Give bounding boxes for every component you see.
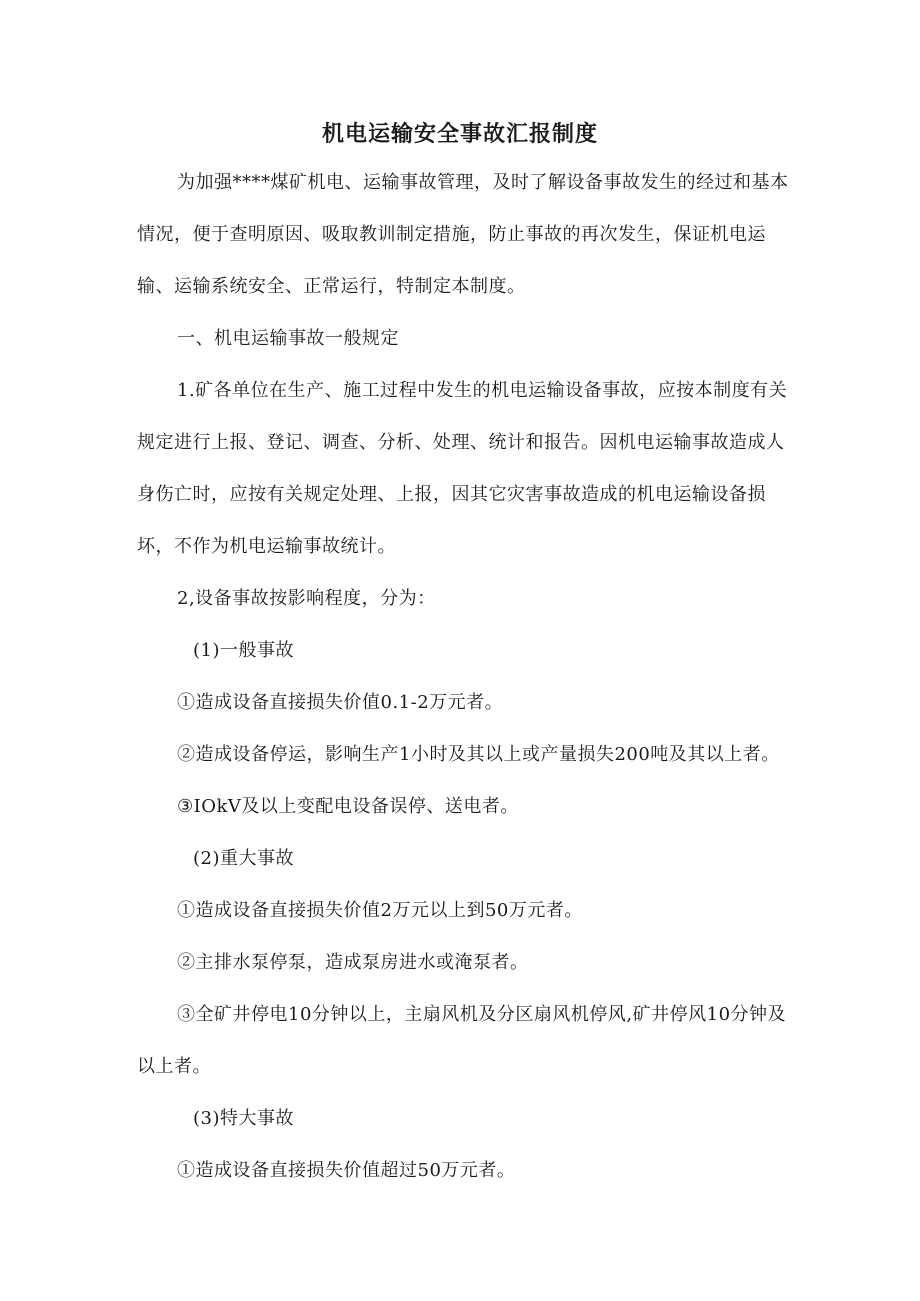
section-heading-general-rules: 一、机电运输事故一般规定 bbox=[177, 328, 399, 349]
list-item: ①造成设备直接损失价值超过50万元者。 bbox=[177, 1160, 516, 1181]
list-item: ①造成设备直接损失价值2万元以上到50万元者。 bbox=[177, 900, 583, 921]
list-item: ③全矿井停电10分钟以上，主扇风机及分区扇风机停风,矿井停风10分钟及以上者。 bbox=[137, 1004, 787, 1077]
document-body bbox=[137, 157, 797, 1197]
list-item: ③IOkV及以上变配电设备误停、送电者。 bbox=[177, 796, 519, 817]
subheading-general-accident: (1)一般事故 bbox=[193, 640, 294, 661]
rule-1-paragraph: 1.矿各单位在生产、施工过程中发生的机电运输设备事故，应按本制度有关规定进行上报、登记、调查、分析、处理、统计和报告。因机电运输事故造成人身伤亡时，应按有关规定处理、上报，因其它灾害事故造成的机电运输设备损坏，不作为机电运输事故统计。 bbox=[137, 380, 788, 557]
rule-2-paragraph: 2,设备事故按影响程度，分为： bbox=[177, 588, 436, 609]
list-item: ②主排水泵停泵，造成泵房进水或淹泵者。 bbox=[177, 952, 529, 973]
subheading-major-accident: (2)重大事故 bbox=[193, 848, 294, 869]
subheading-extraordinary-accident: (3)特大事故 bbox=[193, 1108, 294, 1129]
intro-paragraph: 为加强****煤矿机电、运输事故管理，及时了解设备事故发生的经过和基本情况，便于查明原因、吸取教训制定措施，防止事故的再次发生，保证机电运输、运输系统安全、正常运行，特制定本制度。 bbox=[137, 172, 789, 297]
document-title: 机电运输安全事故汇报制度 bbox=[321, 122, 598, 147]
list-item: ②造成设备停运，影响生产1小时及其以上或产量损失200吨及其以上者。 bbox=[177, 744, 780, 765]
list-item: ①造成设备直接损失价值0.1-2万元者。 bbox=[177, 692, 504, 713]
